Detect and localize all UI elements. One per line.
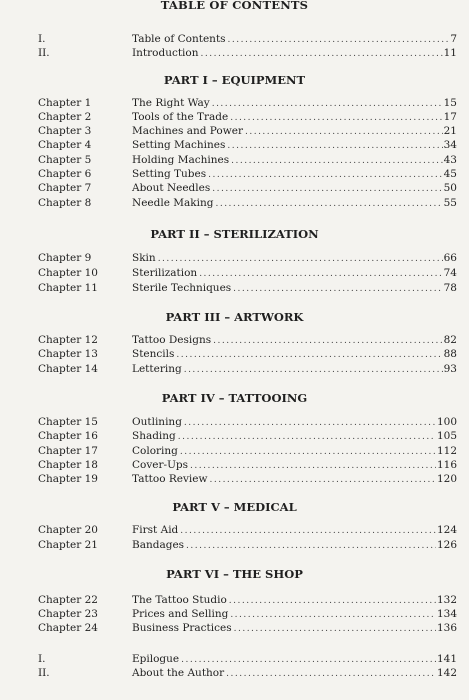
entry-label: Chapter 18 [38,459,98,471]
entry-label: Chapter 23 [38,608,98,620]
part-heading: PART II – STERILIZATION [150,227,319,241]
dot-leader [234,622,436,636]
entry-page-number: 100 [436,416,457,428]
entry-label: Chapter 17 [38,445,98,457]
entry-label: Chapter 2 [38,111,92,123]
entry-line [132,110,457,125]
entry-label: Chapter 16 [38,430,98,442]
dot-leader [213,334,443,348]
entry-line [132,652,457,667]
entry-label: Chapter 19 [38,473,98,485]
entry-title: About Needles [132,182,211,194]
dot-leader [215,197,442,211]
dot-leader [180,524,436,538]
toc-entry [0,429,469,443]
entry-label: Chapter 22 [38,594,98,606]
entry-page-number: 126 [436,539,457,551]
toc-entry [0,124,469,138]
dot-leader [181,653,436,667]
entry-title: Prices and Selling [132,608,229,620]
toc-entry [0,415,469,429]
entry-line [132,138,457,153]
entry-title: Introduction [132,47,199,59]
toc-entry [0,266,469,280]
entry-line [132,181,457,196]
entry-label: Chapter 21 [38,539,98,551]
toc-entry [0,46,469,60]
toc-entry [0,362,469,376]
entry-title: Setting Tubes [132,168,207,180]
toc-entry [0,167,469,181]
entry-title: Sterilization [132,267,198,279]
entry-title: Tattoo Designs [132,334,212,346]
entry-label: II. [38,667,50,679]
entry-line [132,458,457,473]
entry-page-number: 134 [436,608,457,620]
entry-line [132,196,457,211]
entry-label: Chapter 5 [38,154,92,166]
dot-leader [184,363,443,377]
part-heading: PART VI – THE SHOP [166,567,303,581]
entry-page-number: 21 [443,125,457,137]
entry-line [132,472,457,487]
entry-page-number: 136 [436,622,457,634]
entry-page-number: 45 [443,168,457,180]
entry-page-number: 82 [443,334,457,346]
dot-leader [178,430,436,444]
entry-line [132,251,457,266]
entry-page-number: 50 [443,182,457,194]
toc-entry [0,138,469,152]
entry-title: Table of Contents [132,33,226,45]
entry-line [132,333,457,348]
entry-title: The Tattoo Studio [132,594,227,606]
entry-label: Chapter 8 [38,197,92,209]
toc-entry [0,347,469,361]
dot-leader [230,608,436,622]
entry-line [132,415,457,430]
entry-title: Setting Machines [132,139,226,151]
entry-title: Cover-Ups [132,459,189,471]
dot-leader [208,168,443,182]
entry-page-number: 7 [450,33,457,45]
entry-label: Chapter 11 [38,282,98,294]
dot-leader [212,97,443,111]
toc-entry [0,196,469,210]
entry-line [132,607,457,622]
entry-page-number: 11 [443,47,457,59]
toc-entry [0,333,469,347]
toc-entry [0,110,469,124]
toc-entry [0,607,469,621]
entry-page-number: 78 [443,282,457,294]
entry-page-number: 93 [443,363,457,375]
dot-leader [230,111,442,125]
entry-title: Outlining [132,416,182,428]
entry-page-number: 132 [436,594,457,606]
entry-label: II. [38,47,50,59]
dot-leader [226,667,436,681]
entry-line [132,362,457,377]
entry-label: I. [38,653,46,665]
dot-leader [158,252,443,266]
entry-label: Chapter 6 [38,168,92,180]
part-heading: PART III – ARTWORK [165,310,304,324]
entry-line [132,593,457,608]
entry-page-number: 74 [443,267,457,279]
entry-line [132,32,457,47]
entry-line [132,347,457,362]
entry-page-number: 142 [436,667,457,679]
dot-leader [184,416,436,430]
entry-line [132,523,457,538]
entry-line [132,167,457,182]
dot-leader [231,154,443,168]
entry-line [132,538,457,553]
entry-title: Skin [132,252,156,264]
dot-leader [180,445,436,459]
dot-leader [233,282,442,296]
entry-label: Chapter 15 [38,416,98,428]
entry-page-number: 15 [443,97,457,109]
toc-entry [0,523,469,537]
entry-page-number: 17 [443,111,457,123]
entry-line [132,96,457,111]
toc-entry [0,281,469,295]
entry-label: Chapter 3 [38,125,92,137]
toc-entry [0,153,469,167]
entry-page-number: 34 [443,139,457,151]
entry-title: Bandages [132,539,185,551]
dot-leader [229,594,436,608]
entry-label: Chapter 10 [38,267,98,279]
entry-line [132,46,457,61]
entry-title: Needle Making [132,197,214,209]
dot-leader [212,182,442,196]
toc-entry [0,593,469,607]
entry-label: Chapter 14 [38,363,98,375]
entry-title: Machines and Power [132,125,243,137]
entry-line [132,621,457,636]
entry-page-number: 112 [436,445,457,457]
entry-title: First Aid [132,524,179,536]
entry-title: Lettering [132,363,182,375]
entry-line [132,281,457,296]
entry-line [132,153,457,168]
toc-entry [0,32,469,46]
entry-label: Chapter 13 [38,348,98,360]
toc-entry [0,444,469,458]
entry-page-number: 120 [436,473,457,485]
toc-entry [0,621,469,635]
entry-title: Shading [132,430,176,442]
part-heading: PART IV – TATTOOING [161,391,308,405]
entry-title: Holding Machines [132,154,230,166]
dot-leader [186,539,436,553]
dot-leader [199,267,442,281]
entry-title: The Right Way [132,97,210,109]
page-title: TABLE OF CONTENTS [160,0,309,12]
entry-label: Chapter 4 [38,139,92,151]
dot-leader [209,473,435,487]
toc-entry [0,251,469,265]
entry-page-number: 43 [443,154,457,166]
entry-line [132,444,457,459]
entry-page-number: 105 [436,430,457,442]
entry-title: Epilogue [132,653,180,665]
entry-label: Chapter 1 [38,97,92,109]
entry-line [132,666,457,681]
part-heading: PART I – EQUIPMENT [163,73,306,87]
toc-entry [0,181,469,195]
entry-title: Stencils [132,348,175,360]
dot-leader [245,125,443,139]
toc-entry [0,538,469,552]
toc-entry [0,458,469,472]
dot-leader [201,47,443,61]
toc-entry [0,666,469,680]
entry-title: About the Author [132,667,225,679]
entry-label: Chapter 9 [38,252,92,264]
entry-label: Chapter 12 [38,334,98,346]
entry-label: Chapter 7 [38,182,92,194]
entry-title: Coloring [132,445,178,457]
entry-line [132,429,457,444]
entry-line [132,124,457,139]
entry-label: I. [38,33,46,45]
entry-label: Chapter 20 [38,524,98,536]
entry-page-number: 88 [443,348,457,360]
entry-title: Sterile Techniques [132,282,232,294]
toc-entry [0,96,469,110]
entry-page-number: 141 [436,653,457,665]
part-heading: PART V – MEDICAL [172,500,297,514]
entry-label: Chapter 24 [38,622,98,634]
toc-entry [0,652,469,666]
entry-line [132,266,457,281]
dot-leader [176,348,442,362]
entry-page-number: 116 [436,459,457,471]
entry-title: Business Practices [132,622,232,634]
dot-leader [228,33,450,47]
entry-title: Tattoo Review [132,473,208,485]
dot-leader [190,459,436,473]
entry-title: Tools of the Trade [132,111,229,123]
entry-page-number: 66 [443,252,457,264]
toc-entry [0,472,469,486]
entry-page-number: 55 [443,197,457,209]
dot-leader [227,139,442,153]
entry-page-number: 124 [436,524,457,536]
